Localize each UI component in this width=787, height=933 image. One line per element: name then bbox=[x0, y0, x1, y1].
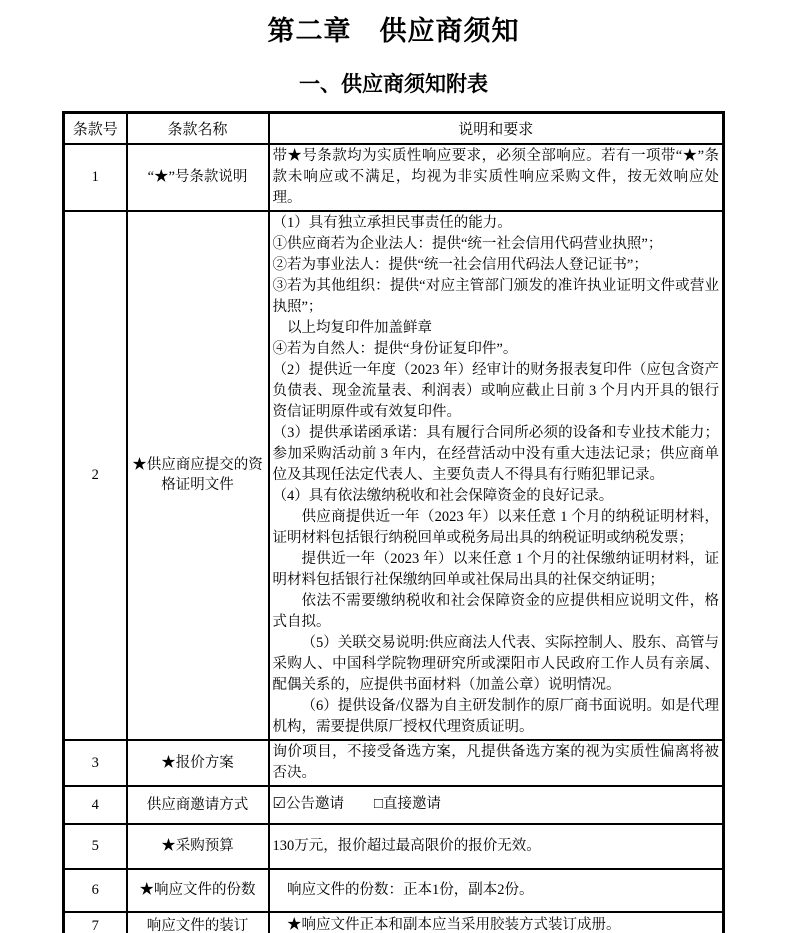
header-row bbox=[64, 113, 724, 144]
clause-content-cell bbox=[269, 740, 724, 786]
content-paragraph: 询价项目，不接受备选方案，凡提供备选方案的视为实质性偏离将被否决。 bbox=[272, 743, 719, 781]
table-row bbox=[64, 912, 724, 933]
section-title: 一、供应商须知附表 bbox=[299, 72, 488, 96]
content-paragraph: （2）提供近一年度（2023 年）经审计的财务报表复印件（应包含资产负债表、现金流量表、利润表）或响应截止日前 3 个月内开具的银行资信证明原件或有效复印件。 bbox=[272, 361, 719, 420]
table-row bbox=[64, 144, 724, 211]
table-row bbox=[64, 211, 724, 740]
content-paragraph: （5）关联交易说明:供应商法人代表、实际控制人、股东、高管与采购人、中国科学院物理研究所或溧阳市人民政府工作人员有亲属、配偶关系的，应提供书面材料（加盖公章）说明情况。 bbox=[272, 634, 719, 693]
clause-name-cell: “★”号条款说明 bbox=[127, 144, 269, 211]
clause-content-cell bbox=[269, 912, 724, 933]
clause-no-cell: 6 bbox=[64, 869, 127, 912]
clause-name-cell: ★报价方案 bbox=[127, 740, 269, 786]
content-paragraph: 供应商提供近一年（2023 年）以来任意 1 个月的纳税证明材料，证明材料包括银行纳税回单或税务局出具的纳税证明或纳税发票； bbox=[272, 508, 719, 546]
content-paragraph: 带★号条款均为实质性响应要求，必须全部响应。若有一项带“★”条款未响应或不满足，均视为非实质性响应采购文件，按无效响应处理。 bbox=[272, 147, 719, 206]
content-paragraph: ★响应文件正本和副本应当采用胶装方式装订成册。 bbox=[272, 917, 621, 933]
option-label: 直接邀请 bbox=[383, 796, 442, 812]
clause-name-cell: 供应商邀请方式 bbox=[127, 786, 269, 824]
table-row bbox=[64, 824, 724, 869]
table-row bbox=[64, 740, 724, 786]
clause-no-cell: 3 bbox=[64, 740, 127, 786]
column-header-clause-no: 条款号 bbox=[64, 113, 127, 144]
clause-name-cell: ★响应文件的份数 bbox=[127, 869, 269, 912]
clause-content-cell bbox=[269, 144, 724, 211]
page-title: 第二章 供应商须知 bbox=[267, 16, 520, 46]
content-paragraph: 依法不需要缴纳税收和社会保障资金的应提供相应说明文件，格式自拟。 bbox=[272, 592, 719, 630]
column-header-requirements: 说明和要求 bbox=[269, 113, 724, 144]
clause-no-cell: 5 bbox=[64, 824, 127, 869]
clause-no-cell: 7 bbox=[64, 912, 127, 933]
content-paragraph: 提供近一年（2023 年）以来任意 1 个月的社保缴纳证明材料，证明材料包括银行社保缴纳回单或社保局出具的社保交纳证明； bbox=[272, 550, 719, 588]
clause-name-cell: 响应文件的装订 bbox=[127, 912, 269, 933]
content-paragraph: 130万元，报价超过最高限价的报价无效。 bbox=[272, 837, 541, 854]
clause-name-cell: ★采购预算 bbox=[127, 824, 269, 869]
supplier-notice-table bbox=[62, 111, 725, 933]
clause-name-cell: ★供应商应提交的资格证明文件 bbox=[127, 211, 269, 740]
content-paragraph: ①供应商若为企业法人：提供“统一社会信用代码营业执照”； bbox=[272, 235, 663, 252]
invite-method-option bbox=[374, 796, 441, 812]
content-paragraph: 以上均复印件加盖鲜章 bbox=[287, 319, 432, 336]
table-body bbox=[64, 144, 724, 933]
content-paragraph: 响应文件的份数：正本1份，副本2份。 bbox=[272, 881, 534, 898]
column-header-clause-name: 条款名称 bbox=[127, 113, 269, 144]
clause-content-cell bbox=[269, 869, 724, 912]
checkbox-unchecked-icon: □ bbox=[373, 796, 384, 812]
content-paragraph: ②若为事业法人：提供“统一社会信用代码法人登记证书”； bbox=[272, 256, 648, 273]
content-paragraph: （1）具有独立承担民事责任的能力。 bbox=[272, 214, 512, 231]
content-paragraph: （4）具有依法缴纳税收和社会保障资金的良好记录。 bbox=[272, 487, 614, 504]
clause-content-cell bbox=[269, 786, 724, 824]
content-paragraph: （3）提供承诺函承诺：具有履行合同所必须的设备和专业技术能力；参加采购活动前 3 年内，在经营活动中没有重大违法记录；供应商单位及其现任法定代表人、主要负责人不得具有行贿犯罪记录。 bbox=[272, 424, 719, 483]
clause-content-cell bbox=[269, 824, 724, 869]
invite-method-option bbox=[273, 796, 344, 812]
content-paragraph: （6）提供设备/仪器为自主研发制作的原厂商书面说明。如是代理机构，需要提供原厂授权代理资质证明。 bbox=[272, 697, 719, 735]
table-row bbox=[64, 786, 724, 824]
clause-no-cell: 4 bbox=[64, 786, 127, 824]
clause-no-cell: 1 bbox=[64, 144, 127, 211]
content-paragraph: ④若为自然人：提供“身份证复印件”。 bbox=[272, 340, 518, 357]
option-label: 公告邀请 bbox=[285, 796, 344, 812]
content-paragraph: ③若为其他组织：提供“对应主管部门颁发的准许执业证明文件或营业执照”； bbox=[272, 277, 719, 315]
clause-content-cell bbox=[269, 211, 724, 740]
clause-no-cell: 2 bbox=[64, 211, 127, 740]
table-row bbox=[64, 869, 724, 912]
checkbox-checked-icon: ☑ bbox=[272, 796, 286, 812]
